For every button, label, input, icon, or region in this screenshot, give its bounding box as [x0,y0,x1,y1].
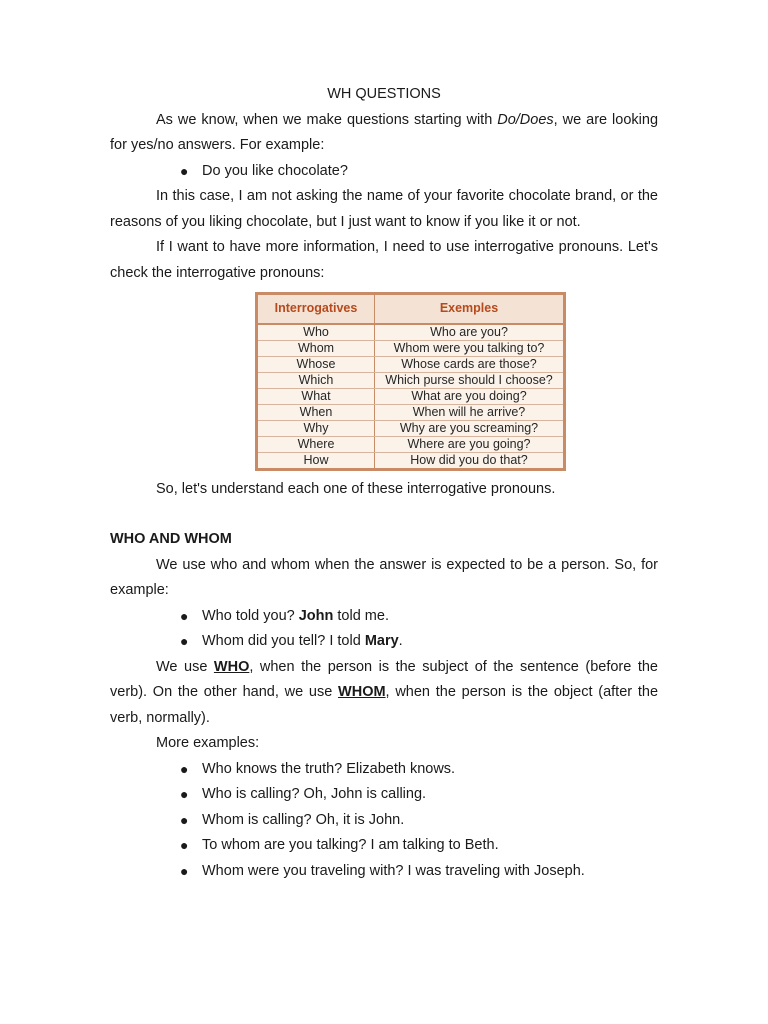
example-cell: Whose cards are those? [375,356,564,372]
interrogative-cell: When [258,404,375,420]
bold-text: Mary [364,633,399,649]
text-run: , we are looking for yes/no answers. For example: [110,111,659,153]
section-heading: WHO AND WHOM [110,531,232,547]
example-cell: How did you do that? [410,452,528,467]
bold-underlined-text: WHOM [338,684,386,700]
interrogatives-table [258,295,563,468]
bullet-icon: ● [180,162,189,179]
bullet-icon: ● [180,862,189,879]
list-item [110,808,658,834]
interrogative-cell: Who [258,324,375,341]
list-item-text: Whom is calling? Oh, it is John. [202,811,405,828]
intro-bullet-list [110,159,658,185]
text-run: As we know, when we make questions starting with [156,111,498,128]
text-run: We use [156,658,214,675]
examples-list-1 [110,604,658,655]
example-cell: Who are you? [375,324,564,341]
section-paragraph-1: We use who and whom when the answer is expected to be a person. So, for example: [110,556,658,598]
interrogative-cell: How [258,452,375,468]
text-run: Who told you? [202,607,299,624]
list-item-text: Whom were you traveling with? I was traveling with Joseph. [202,862,585,879]
column-header: Interrogatives [258,295,375,324]
list-item-text: To whom are you talking? I am talking to Beth. [202,837,499,853]
list-item-text: Who knows the truth? Elizabeth knows. [202,760,456,777]
list-item [110,604,658,630]
table-row [258,420,563,436]
interrogative-cell: Whom [258,340,375,356]
example-cell: Why are you screaming? [375,420,564,436]
bullet-icon: ● [180,837,189,853]
bullet-icon: ● [180,811,189,828]
section-paragraph-2 [110,655,658,732]
after-table-paragraph: So, let's understand each one of these interrogative pronouns. [156,480,556,497]
table-row [258,356,563,372]
document-body [110,80,658,884]
bullet-icon: ● [180,786,189,802]
bold-underlined-text: WHO [213,658,250,675]
text-run: , when the person is the object (after the verb, normally). [110,684,659,726]
interrogative-cell: Which [258,372,375,388]
intro-paragraph-2: In this case, I am not asking the name of your favorite chocolate brand, or the reasons of you liking chocolate, but I just want to know if you like it or not. [110,188,658,230]
table-row [258,404,563,420]
more-examples-label: More examples: [156,735,260,751]
interrogatives-table-image [255,292,566,471]
column-header: Exemples [375,295,564,324]
bullet-icon: ● [180,633,189,649]
table-header-row [258,295,563,324]
table-row [258,324,563,341]
table-body [258,324,563,468]
example-cell: When will he arrive? [375,404,564,420]
page-title: WH QUESTIONS [327,86,441,102]
table-row [258,388,563,404]
list-item [110,757,658,783]
example-cell: Which purse should I choose? [375,372,564,388]
examples-list-2 [110,757,658,885]
intro-paragraph-1 [110,108,658,159]
text-run: , when the person is the subject of the sentence (before the verb). On the other hand, we use [110,658,658,700]
list-item [110,782,658,808]
example-cell: Whom were you talking to? [375,340,564,356]
list-item [110,833,658,859]
bullet-icon: ● [180,607,189,624]
bold-text: John [298,607,334,624]
interrogative-cell: Whose [258,356,375,372]
table-row [258,436,563,452]
example-cell: Where are you going? [375,436,564,452]
table-row [258,340,563,356]
list-item [110,859,658,885]
intro-paragraph-3: If I want to have more information, I need to use interrogative pronouns. Let's check the interrogative pronouns: [110,239,658,281]
interrogative-cell: Where [258,436,375,452]
interrogative-cell: What [258,388,375,404]
text-run: Whom did you tell? I told [202,633,365,649]
italic-text: Do/Does [497,111,554,128]
text-run: told me. [333,607,389,624]
list-item-text: Do you like chocolate? [202,162,348,179]
list-item [110,159,658,185]
table-row [258,452,563,468]
text-run: . [398,633,403,649]
example-cell: What are you doing? [375,388,564,404]
bullet-icon: ● [180,760,189,777]
list-item [110,629,658,655]
list-item-text: Who is calling? Oh, John is calling. [202,786,427,802]
interrogative-cell: Why [258,420,375,436]
table-row [258,372,563,388]
